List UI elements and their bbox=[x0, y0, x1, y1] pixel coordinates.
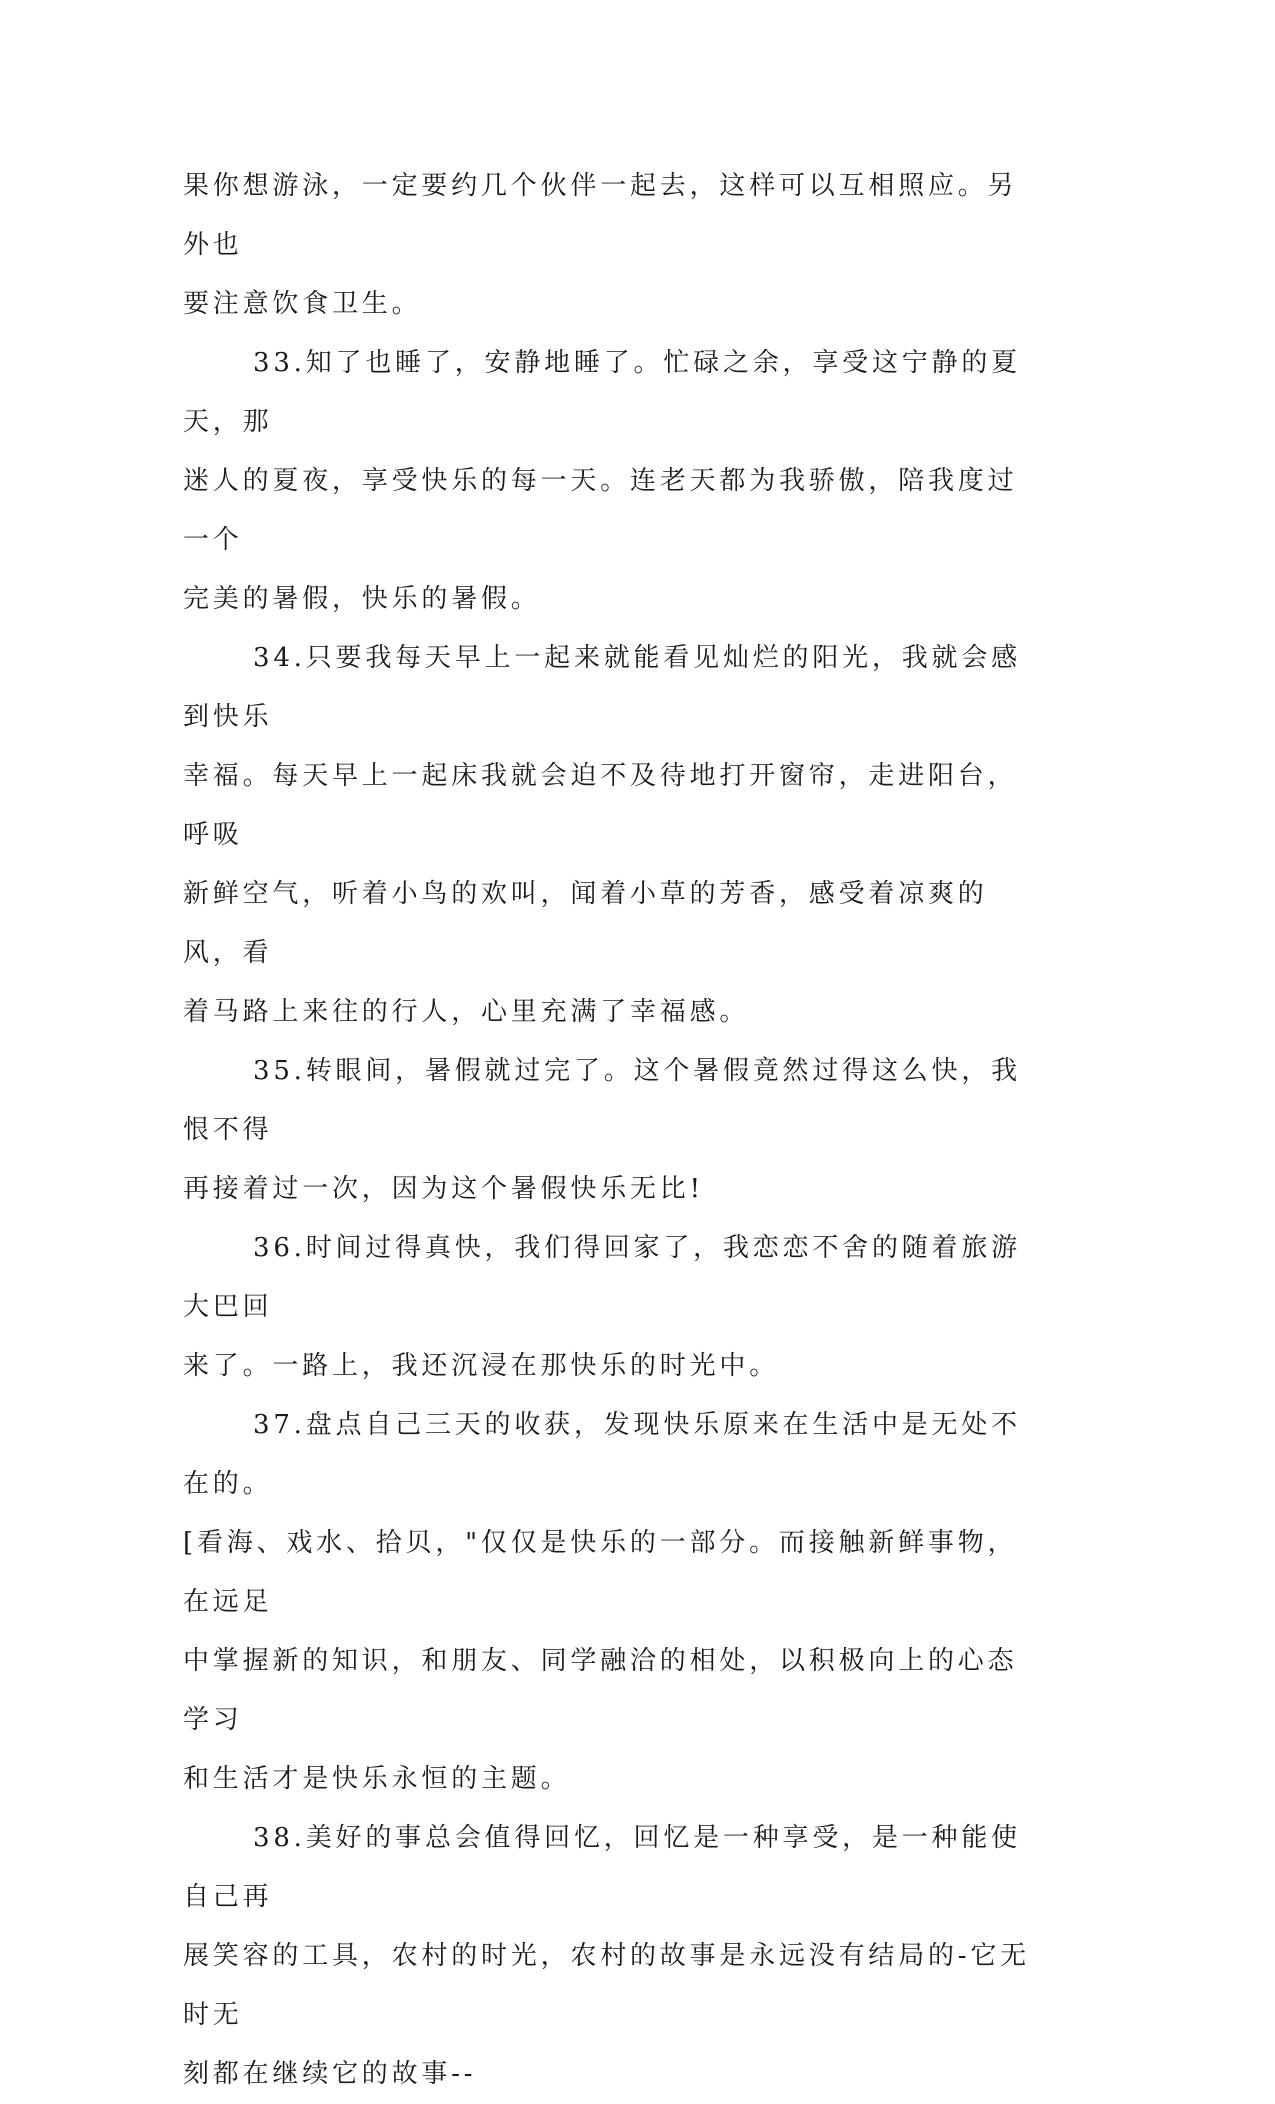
paragraph bbox=[183, 1219, 1043, 1396]
text-line: 来了。一路上，我还沉浸在那快乐的时光中。 bbox=[183, 1351, 780, 1381]
text-line: 34.只要我每天早上一起来就能看见灿烂的阳光，我就会感到快乐 bbox=[183, 643, 1021, 732]
text-line: 果你想游泳，一定要约几个伙伴一起去，这样可以互相照应。另外也 bbox=[183, 171, 1018, 260]
text-line: 幸福。每天早上一起床我就会迫不及待地打开窗帘，走进阳台，呼吸 bbox=[183, 761, 1018, 850]
text-line: 35.转眼间，暑假就过完了。这个暑假竟然过得这么快，我恨不得 bbox=[183, 1056, 1021, 1145]
paragraph bbox=[183, 1809, 1043, 2104]
paragraph bbox=[183, 157, 1043, 334]
text-line: 中掌握新的知识，和朋友、同学融洽的相处，以积极向上的心态学习 bbox=[183, 1646, 1018, 1735]
text-line: 刻都在继续它的故事-- bbox=[183, 2059, 477, 2089]
text-line: 37.盘点自己三天的收获，发现快乐原来在生活中是无处不在的。 bbox=[183, 1410, 1021, 1499]
paragraph bbox=[183, 1042, 1043, 1219]
text-line: 38.美好的事总会值得回忆，回忆是一种享受，是一种能使自己再 bbox=[183, 1823, 1021, 1912]
paragraph bbox=[183, 629, 1043, 1042]
text-line: 迷人的夏夜，享受快乐的每一天。连老天都为我骄傲，陪我度过一个 bbox=[183, 466, 1018, 555]
text-line: 展笑容的工具，农村的时光，农村的故事是永远没有结局的-它无时无 bbox=[183, 1941, 1030, 2030]
paragraph bbox=[183, 334, 1043, 629]
document-body bbox=[183, 157, 1043, 2104]
text-line: [看海、戏水、拾贝，"仅仅是快乐的一部分。而接触新鲜事物，在远足 bbox=[183, 1528, 1018, 1617]
text-line: 着马路上来往的行人，心里充满了幸福感。 bbox=[183, 997, 750, 1027]
text-line: 再接着过一次，因为这个暑假快乐无比! bbox=[183, 1174, 704, 1204]
text-line: 要注意饮食卫生。 bbox=[183, 289, 422, 319]
text-line: 和生活才是快乐永恒的主题。 bbox=[183, 1764, 571, 1794]
text-line: 36.时间过得真快，我们得回家了，我恋恋不舍的随着旅游大巴回 bbox=[183, 1233, 1021, 1322]
text-line: 完美的暑假，快乐的暑假。 bbox=[183, 584, 541, 614]
text-line: 33.知了也睡了，安静地睡了。忙碌之余，享受这宁静的夏天，那 bbox=[183, 348, 1021, 437]
text-line: 新鲜空气，听着小鸟的欢叫，闻着小草的芳香，感受着凉爽的风，看 bbox=[183, 879, 988, 968]
paragraph bbox=[183, 1396, 1043, 1809]
